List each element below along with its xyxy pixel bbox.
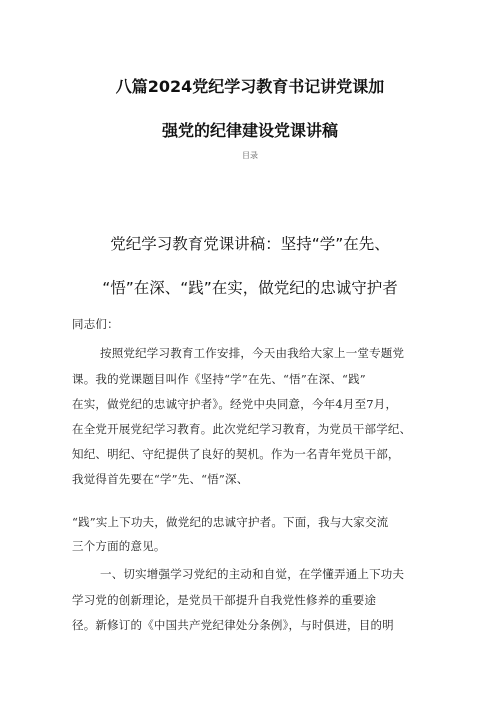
body-line: 按照党纪学习教育工作安排，今天由我给大家上一堂专题党 [100, 346, 405, 360]
body-line: 学习党的创新理论，是党员干部提升自我党性修养的重要途 [72, 593, 377, 607]
section-heading-1: 一、切实增强学习党纪的主动和自觉，在学懂弄通上下功夫 [100, 567, 405, 581]
salutation: 同志们： [72, 317, 119, 331]
body-line: 径。新修订的《中国共产党纪律处分条例》，与时俱进，目的明 [72, 618, 394, 632]
document-title-line-1: 八篇2024党纪学习教育书记讲党课加 [115, 77, 385, 96]
body-line: 在全党开展党纪学习教育。此次党纪学习教育，为党员干部学纪、 [72, 422, 412, 436]
body-line: 知纪、明纪、守纪提供了良好的契机。作为一名青年党员干部， [72, 447, 400, 461]
body-line: 在实，做党纪的忠诚守护者》。经党中央同意，今年4月至7月， [72, 397, 398, 411]
body-line: 我觉得首先要在“学”先、“悟”深、 [72, 472, 249, 486]
toc-label: 目录 [242, 151, 258, 160]
section-title-line-1: 党纪学习教育党课讲稿：坚持“学”在先、 [110, 235, 390, 253]
body-line: “践”实上下功夫，做党纪的忠诚守护者。下面，我与大家交流 [72, 515, 389, 529]
section-title-line-2: “悟”在深、“践”在实，做党纪的忠诚守护者 [102, 279, 398, 297]
body-line: 课。我的党课题目叫作《坚持“学”在先、“悟”在深、“践” [72, 372, 366, 386]
body-line: 三个方面的意见。 [72, 539, 166, 553]
document-title-line-2: 强党的纪律建设党课讲稿 [161, 121, 338, 140]
